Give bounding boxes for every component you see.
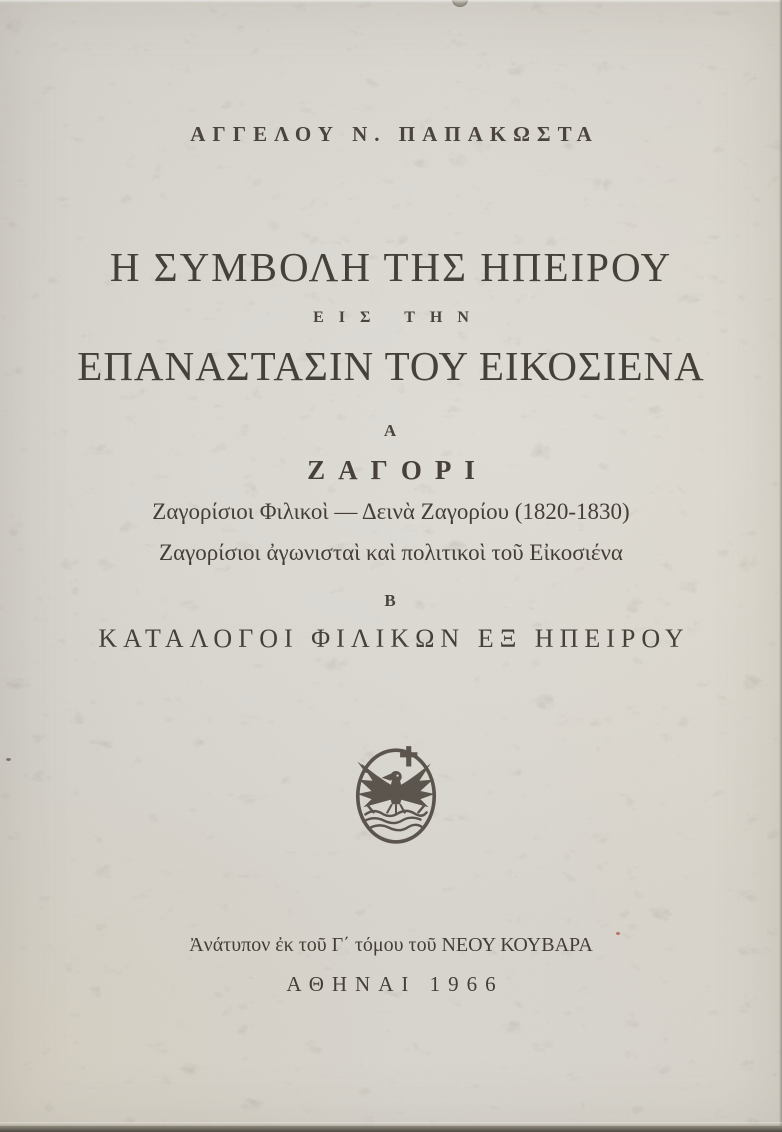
section-a-subtitle-2: Ζαγορίσιοι ἀγωνισταὶ καὶ πολιτικοὶ τοῦ Εἰκοσιένα bbox=[159, 540, 623, 565]
title-line-2: ΕΙΣ ΤΗΝ bbox=[313, 309, 484, 326]
section-a-marker: Α bbox=[383, 421, 399, 440]
title-line-1: Η ΣΥΜΒΟΛΗ ΤΗΣ ΗΠΕΙΡΟΥ bbox=[109, 244, 673, 290]
scan-bottom-edge bbox=[0, 1126, 782, 1132]
paper-speck bbox=[616, 932, 620, 935]
section-a-heading: ΖΑΓΟΡΙ bbox=[307, 455, 488, 485]
author-name: ΑΓΓΕΛΟΥ Ν. ΠΑΠΑΚΩΣΤΑ bbox=[190, 122, 599, 146]
phoenix-cross-emblem-icon bbox=[350, 740, 442, 846]
imprint-line: Ἀνάτυπον ἐκ τοῦ Γ΄ τόμου τοῦ ΝΕΟΥ ΚΟΥΒΑΡΑ bbox=[189, 934, 593, 956]
section-a-subtitle-1: Ζαγορίσιοι Φιλικοὶ — Δεινὰ Ζαγορίου (1820-1830) bbox=[152, 499, 630, 524]
section-b-heading: ΚΑΤΑΛΟΓΟΙ ΦΙΛΙΚΩΝ ΕΞ ΗΠΕΙΡΟΥ bbox=[98, 624, 690, 653]
section-b-marker: Β bbox=[384, 591, 398, 610]
title-line-3: ΕΠΑΝΑΣΤΑΣΙΝ ΤΟΥ ΕΙΚΟΣΙΕΝΑ bbox=[77, 343, 705, 389]
imprint-city-year: ΑΘΗΝΑΙ 1966 bbox=[286, 972, 504, 996]
page-top-edge bbox=[0, 0, 782, 3]
paper-speck bbox=[6, 758, 11, 761]
